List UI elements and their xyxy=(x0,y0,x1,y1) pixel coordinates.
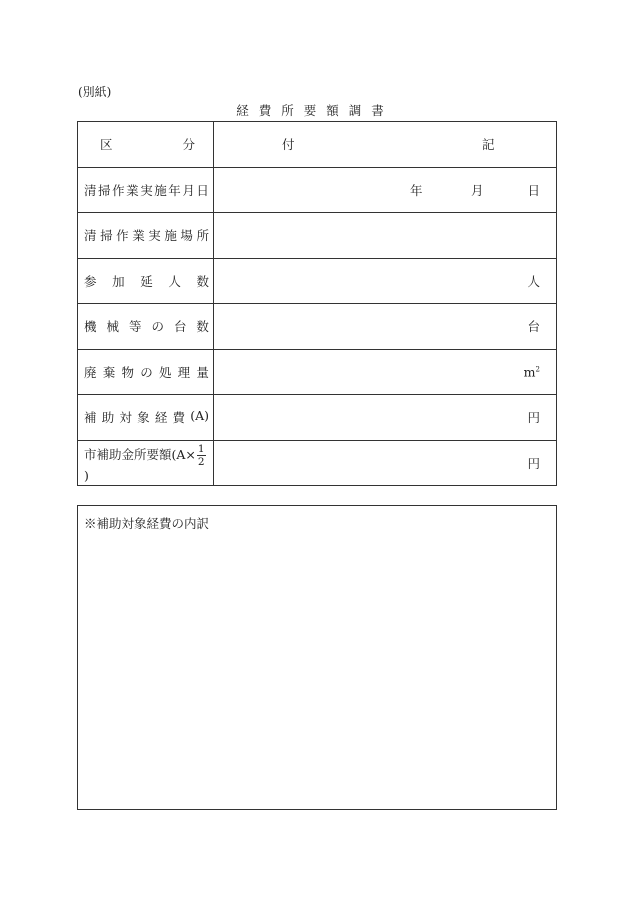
label-char: 理 xyxy=(177,364,191,380)
unit-label: 人 xyxy=(527,273,540,289)
row-label xyxy=(78,213,214,259)
header-notes-char: 付 xyxy=(282,137,295,153)
document-title: 経費所要額調書 xyxy=(236,103,394,118)
label-char: 業 xyxy=(126,182,139,198)
label-char: 数 xyxy=(196,319,209,335)
label-char: 実 xyxy=(140,182,153,198)
table-row-waste xyxy=(78,349,557,395)
header-notes-cell xyxy=(214,122,557,168)
label-char: 象 xyxy=(137,410,150,426)
label-char: 参 xyxy=(84,273,97,289)
label-prefix: 市補助金所要額(A× xyxy=(84,446,196,462)
label-char: 掃 xyxy=(98,182,111,198)
unit-base: m xyxy=(523,364,536,380)
label-char: 量 xyxy=(196,364,209,380)
unit-superscript: 2 xyxy=(535,365,540,374)
label-char: 補 xyxy=(84,410,97,426)
unit-label: 円 xyxy=(527,455,540,471)
breakdown-title: ※補助対象経費の内訳 xyxy=(84,516,210,531)
label-char: 費 xyxy=(172,410,186,426)
label-char: 延 xyxy=(140,273,153,289)
unit-label xyxy=(524,364,540,379)
table-row-eligible-cost xyxy=(78,395,557,441)
label-char: 月 xyxy=(182,182,195,198)
label-char: 対 xyxy=(119,410,132,426)
label-char: 年 xyxy=(168,182,181,198)
table-row-location xyxy=(78,213,557,259)
row-label xyxy=(78,395,214,441)
table-row-subsidy-amount xyxy=(78,440,557,486)
label-char: の xyxy=(151,319,164,335)
label-char: 棄 xyxy=(102,364,116,380)
label-suffix: ) xyxy=(84,467,89,483)
label-char: 作 xyxy=(116,228,129,244)
label-char: 加 xyxy=(112,273,125,289)
label-char: 数 xyxy=(196,273,209,289)
participants-value-cell[interactable] xyxy=(214,258,557,304)
label-char: 清 xyxy=(84,182,97,198)
unit-label: 円 xyxy=(527,410,540,426)
machines-value-cell[interactable] xyxy=(214,304,557,350)
label-char: 助 xyxy=(101,410,115,426)
label-char: 日 xyxy=(196,182,209,198)
row-label xyxy=(78,304,214,350)
label-char: 械 xyxy=(106,319,119,335)
label-char: の xyxy=(140,364,153,380)
row-label xyxy=(78,167,214,213)
subsidy-amount-value-cell[interactable] xyxy=(214,440,557,486)
annex-label: (別紙) xyxy=(78,85,112,99)
label-char: 所 xyxy=(196,228,209,244)
year-unit: 年 xyxy=(410,182,423,198)
label-char: (A) xyxy=(190,408,209,424)
label-char: 経 xyxy=(154,410,168,426)
label-char: 等 xyxy=(128,319,142,335)
label-char: 作 xyxy=(112,182,125,198)
table-header-row xyxy=(78,122,557,168)
label-char: 機 xyxy=(84,319,97,335)
table-row-participants xyxy=(78,258,557,304)
header-category-cell xyxy=(78,122,214,168)
label-char: 廃 xyxy=(84,364,97,380)
table-row-date xyxy=(78,167,557,213)
header-notes-char: 記 xyxy=(482,137,495,153)
location-value-cell[interactable] xyxy=(214,213,557,259)
expense-table xyxy=(77,121,557,486)
label-char: 実 xyxy=(148,228,161,244)
label-char: 業 xyxy=(132,228,145,244)
row-label xyxy=(78,349,214,395)
header-category-char: 区 xyxy=(100,137,113,153)
day-unit: 日 xyxy=(527,182,540,198)
unit-label: 台 xyxy=(527,319,540,335)
label-char: 台 xyxy=(173,319,187,335)
fraction xyxy=(197,443,206,468)
fraction-denominator: 2 xyxy=(197,455,205,468)
table-row-machines xyxy=(78,304,557,350)
label-char: 物 xyxy=(121,364,134,380)
header-category-char: 分 xyxy=(182,137,195,153)
eligible-cost-value-cell[interactable] xyxy=(214,395,557,441)
label-char: 清 xyxy=(84,228,97,244)
row-label xyxy=(78,258,214,304)
label-char: 施 xyxy=(164,228,177,244)
breakdown-box[interactable] xyxy=(77,505,557,810)
date-value-cell[interactable] xyxy=(214,167,557,213)
label-char: 施 xyxy=(154,182,167,198)
label-char: 掃 xyxy=(100,228,113,244)
label-char: 人 xyxy=(168,273,181,289)
month-unit: 月 xyxy=(471,182,484,198)
row-label xyxy=(78,440,214,486)
label-char: 処 xyxy=(158,364,172,380)
waste-value-cell[interactable] xyxy=(214,349,557,395)
label-char: 場 xyxy=(180,228,193,244)
fraction-numerator: 1 xyxy=(197,442,205,455)
